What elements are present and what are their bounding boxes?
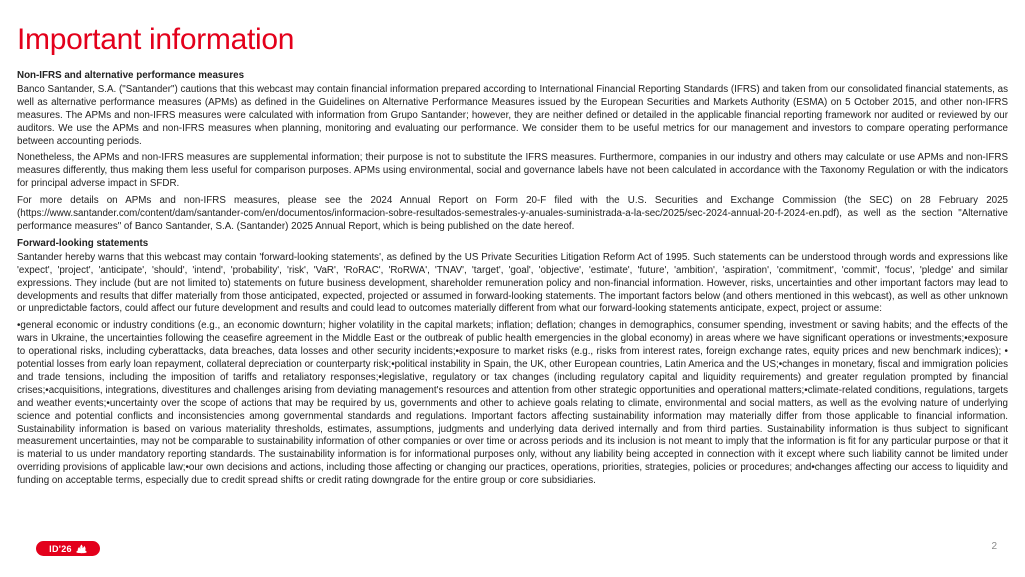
event-badge bbox=[36, 541, 100, 556]
section-heading-forward-looking: Forward-looking statements bbox=[17, 237, 149, 249]
event-badge-label: ID'26 bbox=[49, 543, 72, 554]
paragraph-forward-looking-2: •general economic or industry conditions (e.g., an economic downturn; higher volatility in the capital markets; inflation; deflation; changes in demographics, consumer spending, investment or saving habits; and the effects of the wars in Ukraine, the uncertainties following the ceasefire agreement in the Middle East or the outbreak of public health emergencies in the global economy) in areas where we have significant operations or investments;•exposure to operational risks, including cyberattacks, data breaches, data losses and other security incidents;•exposure to market risks (e.g., risks from interest rates, foreign exchange rates, equity prices and new benchmark indices); • potential losses from early loan repayment, collateral depreciation or counterparty risk;•political instability in Spain, the UK, other European countries, Latin America and the US;•changes in monetary, fiscal and immigration policies and trade tensions, including the imposition of tariffs and retaliatory responses;•legislative, regulatory or tax changes (including regulatory capital and liquidity requirements) and greater regulation prompted by financial crises;•acquisitions, integrations, divestitures and challenges arising from deviating management's resources and attention from other strategic opportunities and operational matters;•climate-related conditions, regulations, targets and weather events;•uncertainty over the scope of actions that may be required by us, governments and other to achieve goals relating to climate, environmental and social matters, as well as the evolving nature of underlying science and potential conflicts and inconsistencies among governmental standards and regulations. Important factors affecting sustainability information may materially differ from those applicable to financial information. Sustainability information is based on various materiality thresholds, estimates, assumptions, judgments and underlying data derived internally and from third parties. Sustainability information is thus subject to significant measurement uncertainties, may not be comparable to sustainability information of other companies or over time or across periods and its inclusion is not meant to imply that the information is fit for any particular purpose or that it is material to us under mandatory reporting standards. The sustainability information is for informational purposes only, without any liability being accepted in connection with it except where such liability cannot be limited under overriding provisions of applicable law;•our own decisions and actions, including those affecting or changing our practices, operations, priorities, strategies, policies or procedures; and•changes affecting our access to liquidity and funding on acceptable terms, especially due to credit spread shifts or credit rating downgrade for the entire group or core subsidiaries. bbox=[17, 320, 1008, 487]
paragraph-non-ifrs-3: For more details on APMs and non-IFRS measures, please see the 2024 Annual Report on Form 20-F filed with the U.S. Securities and Exchange Commission (the SEC) on 28 February 2025 (https://www.santander.com/content/dam/santander-com/en/documentos/informacion-sobre-resultados-semestrales-y-anuales-suministrada-a-la-sec/2025/sec-2024-annual-20-f-2024-en.pdf), as well as the section "Alternative performance measures" of Banco Santander, S.A. (Santander) 2025 Annual Report, which is being published on the date hereof. bbox=[17, 195, 1008, 232]
page-number: 2 bbox=[991, 541, 997, 552]
page-title: Important information bbox=[17, 23, 295, 56]
paragraph-forward-looking-1: Santander hereby warns that this webcast may contain 'forward-looking statements', as defined by the US Private Securities Litigation Reform Act of 1995. Such statements can be understood through words and expressions like 'expect', 'project', 'anticipate', 'should', 'intend', 'probability', 'risk', 'VaR', 'RoRAC', 'RoRWA', 'TNAV', 'target', 'goal', 'objective', 'estimate', 'future', 'ambition', 'aspiration', 'commitment', 'commit', 'focus', 'pledge' and similar expressions. They include (but are not limited to) statements on future business development, shareholder remuneration policy and non-financial information. However, risks, uncertainties and other important factors may lead to developments and results that differ materially from those anticipated, expected, projected or assumed in forward-looking statements. The important factors below (and others mentioned in this webcast), as well as other unknown or unpredictable factors, could affect our future development and results and could lead to outcomes materially different from what our forward-looking statements anticipate, expect, project or assume: bbox=[17, 251, 1008, 315]
santander-flame-icon bbox=[76, 544, 87, 554]
section-heading-non-ifrs: Non-IFRS and alternative performance measures bbox=[17, 70, 245, 81]
document-body bbox=[17, 67, 1008, 492]
paragraph-non-ifrs-2: Nonetheless, the APMs and non-IFRS measures are supplemental information; their purpose is not to substitute the IFRS measures. Furthermore, companies in our industry and others may calculate or use APMs and non-IFRS measures differently, thus making them less useful for comparison purposes. APMs using environmental, social and governance labels have not been calculated in accordance with the Taxonomy Regulation or with the indicators for principal adverse impact in SFDR. bbox=[17, 152, 1008, 190]
paragraph-non-ifrs-1: Banco Santander, S.A. ("Santander") cautions that this webcast may contain financial information prepared according to International Financial Reporting Standards (IFRS) and taken from our consolidated financial statements, as well as alternative performance measures (APMs) as defined in the Guidelines on Alternative Performance Measures issued by the European Securities and Markets Authority (ESMA) on 5 October 2015, and other non-IFRS measures. The APMs and non-IFRS measures were calculated with information from Grupo Santander; however, they are neither defined or detailed in the applicable financial reporting framework nor audited or reviewed by our auditors. We use the APMs and non-IFRS measures when planning, monitoring and evaluating our performance. We consider them to be useful metrics for our management and investors to compare operating performance between accounting periods. bbox=[17, 83, 1008, 147]
